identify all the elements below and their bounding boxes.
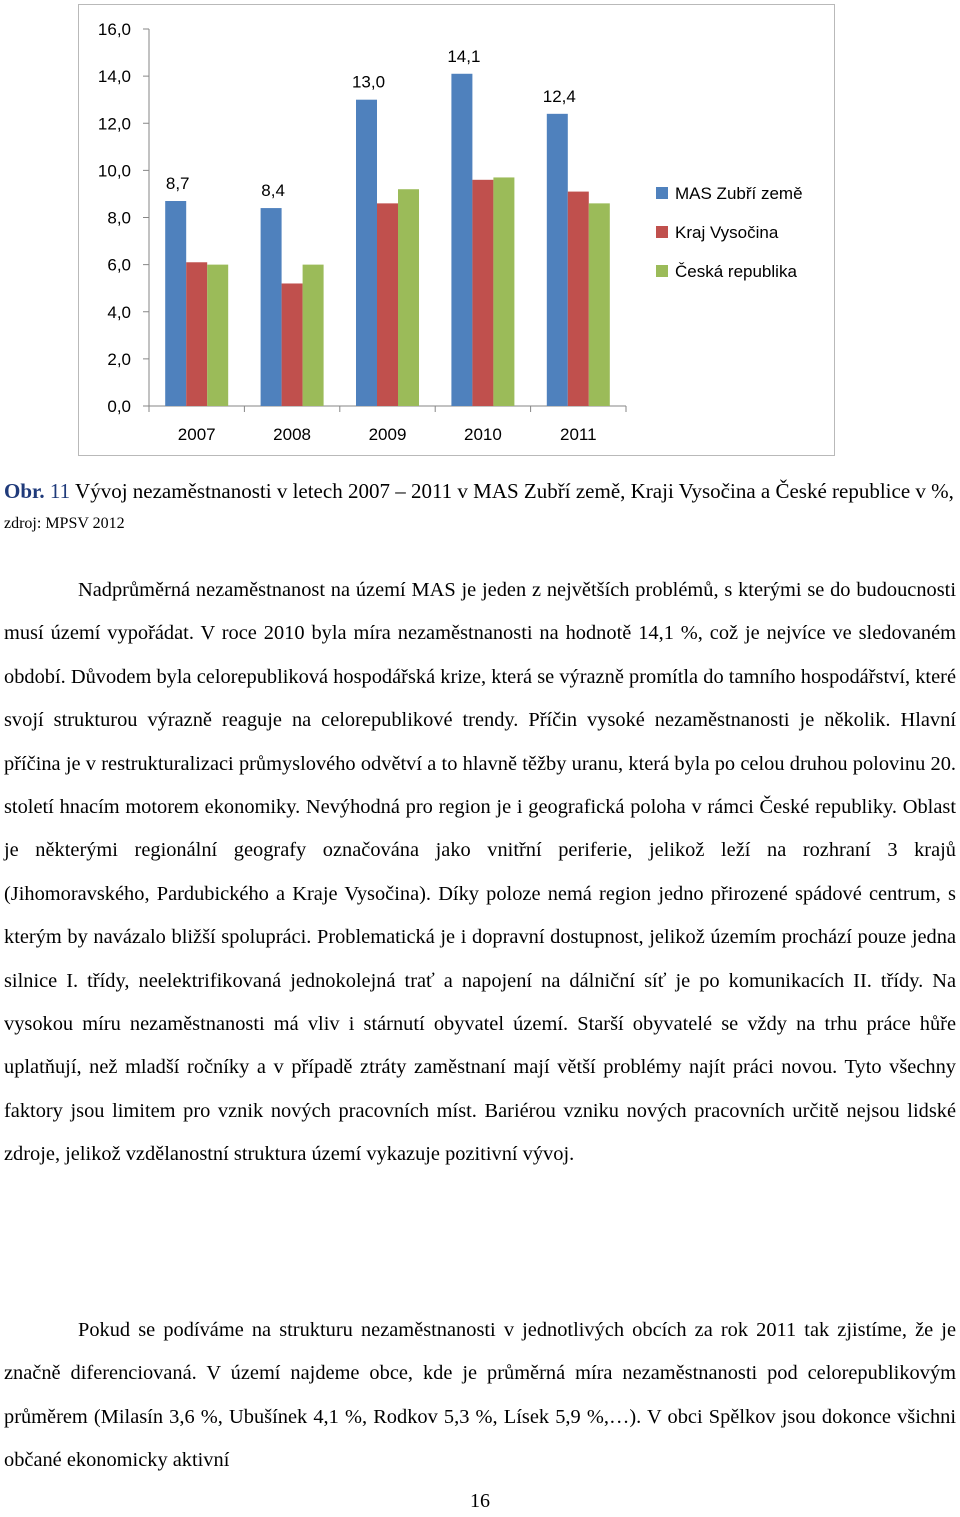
legend-swatch [656,265,668,277]
chart-legend [656,184,803,281]
caption-label: Obr. [4,479,45,503]
x-tick-label: 2008 [273,425,312,444]
y-tick-label: 4,0 [107,302,131,322]
data-label: 8,7 [165,174,190,194]
legend-label: Kraj Vysočina [675,223,779,242]
data-label: 14,1 [447,46,481,66]
page-number: 16 [470,1490,490,1512]
bar [356,100,377,406]
y-tick-label: 12,0 [97,114,131,134]
figure-caption [4,476,956,539]
bar [186,262,207,406]
bar [493,177,514,406]
bar [207,265,228,406]
bar [282,283,303,406]
caption-number: 11 [49,479,71,503]
chart-frame [78,4,835,456]
body-paragraph-1: Nadprůměrná nezaměstnanost na území MAS je jeden z největších problémů, s kterými se do budoucnosti musí území vypořádat. V roce 2010 byla míra nezaměstnanosti na hodnotě 14,1 %, což je nejvíce ve sledovaném období. Důvodem byla celorepubliková hospodářská krize, která se výrazně promítla do tamního hospodářství, které svojí strukturou výrazně reaguje na celorepublikové trendy. Příčin vysoké nezaměstnanosti je několik. Hlavní příčina je v restrukturalizaci průmyslového odvětví a to hlavně těžby uranu, která byla po celou druhou polovinu 20. století hnacím motorem ekonomiky. Nevýhodná pro region je i geografická poloha v rámci České republiky. Oblast je některými regionální geografy označována jako vnitřní periferie, jelikož leží na rozhraní 3 krajů (Jihomoravského, Pardubického a Kraje Vysočina). Díky poloze nemá region jedno přirozené spádové centrum, s kterým by navázalo bližší spolupráci. Problematická je i dopravní dostupnost, jelikož územím prochází pouze jedna silnice I. třídy, neelektrifikovaná jednokolejná trať a napojení na dálniční síť je po komunikacích II. třídy. Na vysokou míru nezaměstnanosti má vliv i stárnutí obyvatel území. Starší obyvatelé se vždy na trhu práce hůře uplatňují, než mladší ročníky a v případě ztráty zaměstnaní mají větší problémy najít práci novou. Tyto všechny faktory jsou limitem pro vznik nových pracovních míst. Bariérou vzniku nových pracovních určitě nejsou lidské zdroje, jelikož vzdělanostní struktura území vykazuje pozitivní vývoj. [4,579,956,1166]
y-tick-label: 10,0 [97,161,131,181]
x-tick-label: 2009 [368,425,407,444]
y-tick-label: 2,0 [107,349,131,369]
y-tick-label: 14,0 [97,67,131,87]
bar [261,208,282,406]
bar [568,192,589,406]
x-axis-ticks [149,406,626,444]
data-label: 8,4 [261,181,285,201]
legend-swatch [656,226,668,238]
bar [165,201,186,406]
bar [398,189,419,406]
data-label: 12,4 [542,86,576,106]
y-axis-ticks [98,20,149,416]
x-tick-label: 2011 [560,425,597,444]
body-paragraph-2: Pokud se podíváme na strukturu nezaměstnanosti v jednotlivých obcích za rok 2011 tak zjistíme, že je značně diferenciovaná. V území najdeme obce, kde je průměrná míra nezaměstnanosti pod celorepublikovým průměrem (Milasín 3,6 %, Ubušínek 4,1 %, Rodkov 5,3 %, Lísek 5,9 %,…). V obci Spělkov jsou dokonce všichni občané ekonomicky aktivní [4,1319,956,1472]
legend-label: Česká republika [675,262,797,281]
x-tick-label: 2007 [177,425,216,444]
y-tick-label: 16,0 [97,20,131,39]
caption-source: zdroj: MPSV 2012 [4,515,125,532]
y-tick-label: 0,0 [107,397,131,416]
legend-label: MAS Zubří země [675,184,803,203]
y-tick-label: 8,0 [107,208,131,228]
bar [303,265,324,406]
bar [589,203,610,406]
data-label: 13,0 [351,72,386,92]
bar [377,203,398,406]
legend-swatch [656,187,668,199]
bar [472,180,493,406]
x-tick-label: 2010 [463,425,502,444]
bar [547,114,568,406]
bar-series [165,74,610,406]
caption-text: Vývoj nezaměstnanosti v letech 2007 – 2011 v MAS Zubří země, Kraji Vysočina a České republice v %, [75,479,954,503]
bar [451,74,472,406]
y-tick-label: 6,0 [107,255,131,275]
bar-chart [79,5,836,457]
